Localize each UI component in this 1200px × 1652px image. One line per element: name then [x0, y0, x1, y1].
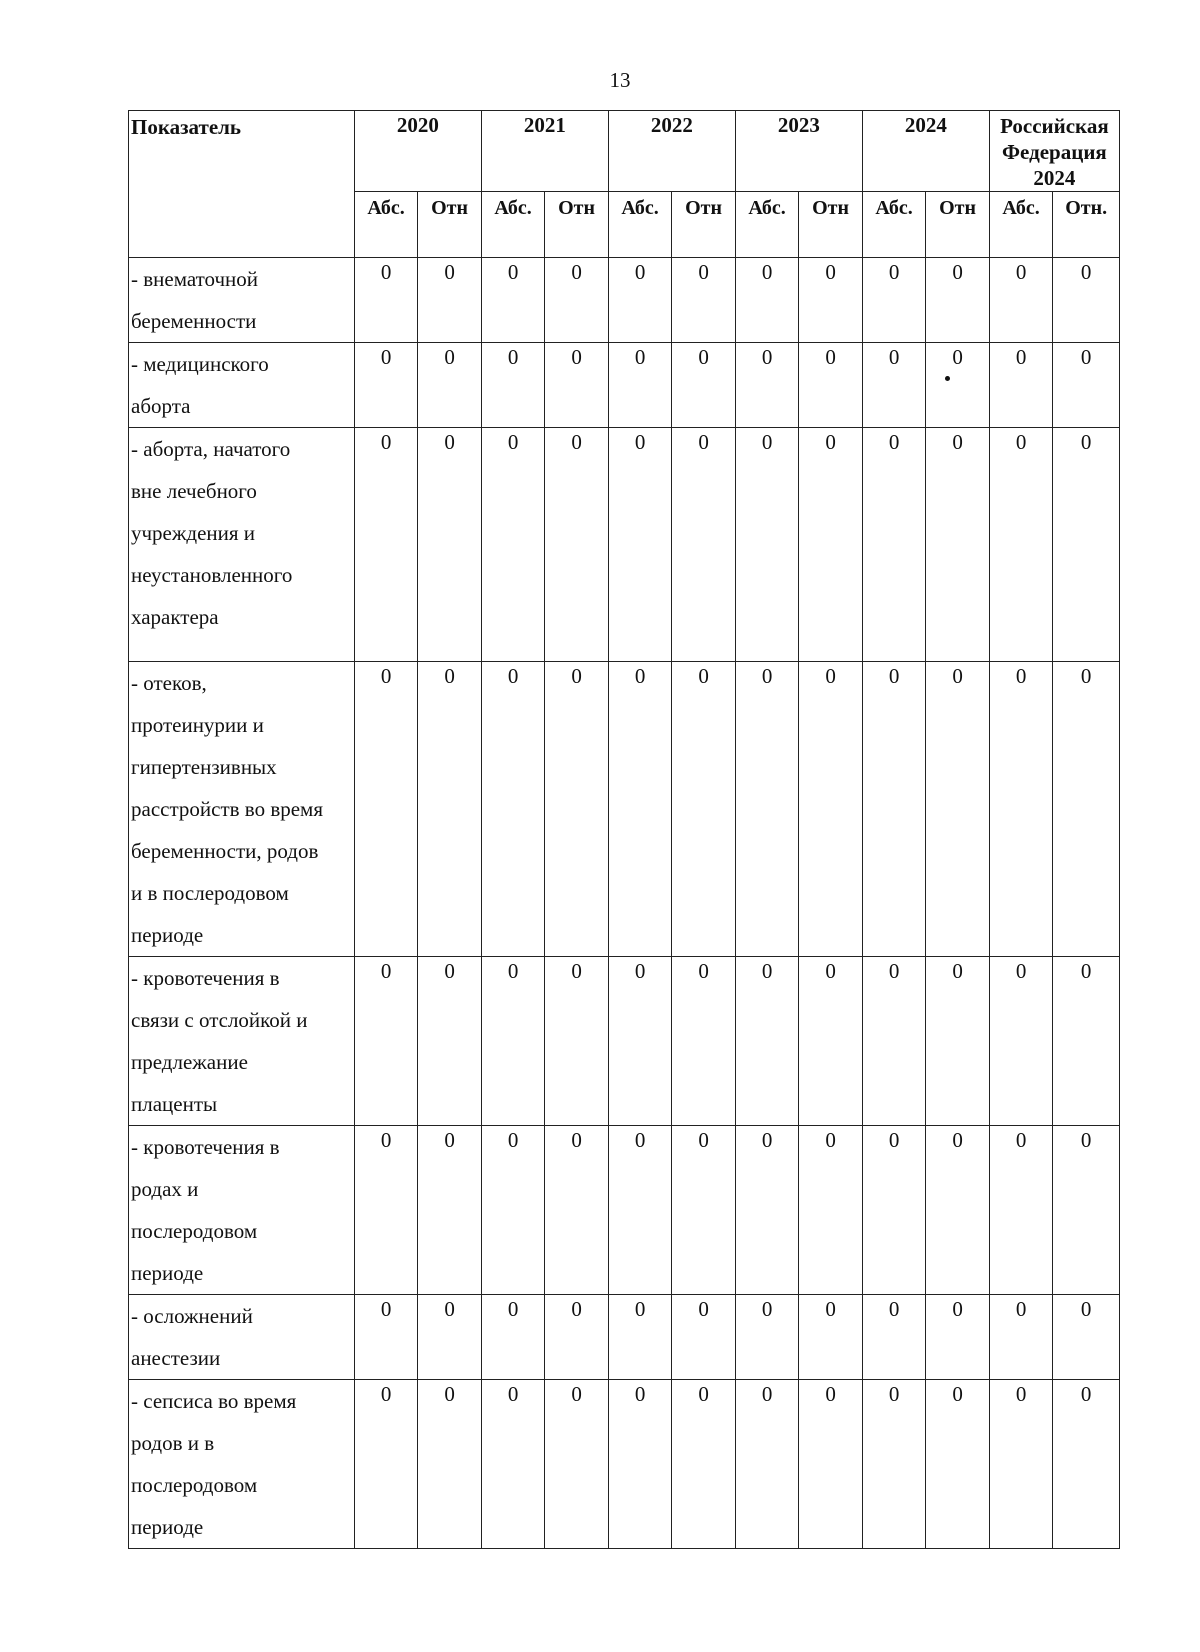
header-row-years [129, 111, 1120, 192]
cell-value: 0 [952, 664, 963, 688]
subheader-abs: Абс. [481, 192, 545, 258]
cell-value: 0 [825, 1128, 836, 1152]
rel-value-cell [1053, 428, 1120, 662]
rel-value-cell [926, 957, 990, 1126]
rel-value-cell [672, 258, 736, 343]
cell-value: 0 [761, 1297, 773, 1321]
cell-value: 0 [1080, 260, 1092, 284]
indicator-label [129, 1295, 355, 1380]
abs-value-cell [354, 1380, 418, 1549]
cell-value: 0 [380, 260, 392, 284]
abs-value-cell [608, 957, 672, 1126]
abs-value-cell [608, 1126, 672, 1295]
abs-value-cell [862, 258, 926, 343]
cell-value: 0 [634, 430, 646, 454]
cell-value: 0 [1015, 1382, 1027, 1406]
rel-value-cell [799, 662, 863, 957]
cell-value: 0 [888, 1128, 900, 1152]
cell-value: 0 [634, 260, 646, 284]
abs-value-cell [862, 428, 926, 662]
rel-value-cell [1053, 957, 1120, 1126]
cell-value: 0 [698, 959, 709, 983]
abs-value-cell [481, 957, 545, 1126]
cell-value: 0 [888, 1297, 900, 1321]
abs-value-cell [354, 343, 418, 428]
cell-value: 0 [380, 1297, 392, 1321]
table-row [129, 258, 1120, 343]
cell-value: 0 [1080, 1382, 1092, 1406]
cell-value: 0 [952, 959, 963, 983]
cell-value: 0 [761, 1382, 773, 1406]
cell-value: 0 [634, 959, 646, 983]
indicator-label-line: расстройств во время [131, 797, 324, 821]
abs-value-cell [354, 957, 418, 1126]
abs-value-cell [735, 343, 799, 428]
abs-value-cell [481, 1380, 545, 1549]
cell-value: 0 [1015, 260, 1027, 284]
abs-value-cell [608, 1380, 672, 1549]
indicator-label-line: - медицинского [131, 352, 269, 376]
rel-value-cell [799, 343, 863, 428]
indicators-table [128, 110, 1120, 1549]
indicator-label [129, 662, 355, 957]
abs-value-cell [862, 1126, 926, 1295]
rel-value-cell [418, 662, 482, 957]
rel-value-cell [418, 1126, 482, 1295]
cell-value: 0 [698, 430, 709, 454]
cell-value: 0 [380, 1382, 392, 1406]
cell-value: 0 [507, 430, 519, 454]
abs-value-cell [608, 1295, 672, 1380]
cell-value: 0 [507, 959, 519, 983]
rel-value-cell [1053, 1380, 1120, 1549]
indicator-label-line: послеродовом [131, 1219, 258, 1243]
cell-value: 0 [507, 260, 519, 284]
indicator-label-line: аборта [131, 394, 191, 418]
table-row [129, 1126, 1120, 1295]
rel-value-cell [1053, 1295, 1120, 1380]
cell-value: 0 [825, 959, 836, 983]
rel-value-cell [799, 428, 863, 662]
indicator-label [129, 258, 355, 343]
abs-value-cell [735, 428, 799, 662]
indicator-label [129, 1126, 355, 1295]
table-row [129, 428, 1120, 662]
subheader-rel: Отн [545, 192, 609, 258]
rel-value-cell [926, 428, 990, 662]
cell-value: 0 [1015, 664, 1027, 688]
indicator-label-line: анестезии [131, 1346, 221, 1370]
abs-value-cell [354, 258, 418, 343]
rel-value-cell [926, 343, 990, 428]
abs-value-cell [481, 343, 545, 428]
indicator-label-line: неустановленного [131, 563, 293, 587]
indicator-label-line: и в послеродовом [131, 881, 289, 905]
cell-value: 0 [380, 959, 392, 983]
rel-value-cell [672, 662, 736, 957]
cell-value: 0 [1015, 430, 1027, 454]
cell-value: 0 [1015, 959, 1027, 983]
cell-value: 0 [825, 260, 836, 284]
cell-value: 0 [380, 1128, 392, 1152]
indicator-label-line: предлежание [131, 1050, 248, 1074]
abs-value-cell [481, 662, 545, 957]
cell-value: 0 [1015, 345, 1027, 369]
cell-value: 0 [634, 1128, 646, 1152]
indicator-label-line: периоде [131, 1261, 204, 1285]
cell-value: 0 [1080, 664, 1092, 688]
subheader-rel: Отн [926, 192, 990, 258]
rel-value-cell [545, 1295, 609, 1380]
indicator-column-header: Показатель [129, 111, 355, 258]
subheader-abs: Абс. [862, 192, 926, 258]
indicator-label [129, 428, 355, 662]
table-row [129, 1380, 1120, 1549]
cell-value: 0 [952, 345, 963, 369]
cell-value: 0 [888, 430, 900, 454]
rel-value-cell [1053, 1126, 1120, 1295]
abs-value-cell [481, 1295, 545, 1380]
subheader-abs: Абс. [354, 192, 418, 258]
abs-value-cell [481, 428, 545, 662]
abs-value-cell [989, 428, 1053, 662]
cell-value: 0 [1080, 430, 1092, 454]
rel-value-cell [418, 343, 482, 428]
cell-value: 0 [507, 1128, 519, 1152]
abs-value-cell [735, 662, 799, 957]
cell-value: 0 [952, 1382, 963, 1406]
rf-header-line: 2024 [1033, 166, 1076, 190]
subheader-rel: Отн [799, 192, 863, 258]
cell-value: 0 [444, 664, 455, 688]
cell-value: 0 [952, 260, 963, 284]
abs-value-cell [481, 1126, 545, 1295]
cell-value: 0 [698, 1297, 709, 1321]
abs-value-cell [735, 1295, 799, 1380]
indicator-label [129, 343, 355, 428]
cell-value: 0 [761, 430, 773, 454]
abs-value-cell [989, 258, 1053, 343]
abs-value-cell [989, 343, 1053, 428]
cell-value: 0 [571, 260, 582, 284]
subheader-abs: Абс. [735, 192, 799, 258]
cell-value: 0 [444, 260, 455, 284]
indicator-label-line: периоде [131, 1515, 204, 1539]
cell-value: 0 [571, 959, 582, 983]
cell-value: 0 [1080, 345, 1092, 369]
year-header-2021: 2021 [481, 111, 608, 192]
cell-value: 0 [952, 1297, 963, 1321]
rel-value-cell [799, 258, 863, 343]
cell-value: 0 [825, 345, 836, 369]
cell-value: 0 [952, 1128, 963, 1152]
cell-value: 0 [825, 430, 836, 454]
indicator-label-line: беременности [131, 309, 257, 333]
rel-value-cell [799, 957, 863, 1126]
indicator-label-line: гипертензивных [131, 755, 277, 779]
indicator-label-line: периоде [131, 923, 204, 947]
cell-value: 0 [380, 345, 392, 369]
cell-value: 0 [571, 345, 582, 369]
rel-value-cell [672, 1126, 736, 1295]
cell-value: 0 [380, 430, 392, 454]
rel-value-cell [672, 1380, 736, 1549]
cell-value: 0 [634, 664, 646, 688]
subheader-abs: Абс. [989, 192, 1053, 258]
table-row [129, 662, 1120, 957]
cell-value: 0 [698, 664, 709, 688]
indicator-label-line: родов и в [131, 1431, 215, 1455]
rel-value-cell [545, 428, 609, 662]
abs-value-cell [354, 428, 418, 662]
rel-value-cell [545, 957, 609, 1126]
cell-value: 0 [698, 260, 709, 284]
rel-value-cell [545, 662, 609, 957]
abs-value-cell [735, 1126, 799, 1295]
abs-value-cell [608, 662, 672, 957]
abs-value-cell [608, 343, 672, 428]
rel-value-cell [1053, 662, 1120, 957]
cell-value: 0 [1080, 1297, 1092, 1321]
abs-value-cell [481, 258, 545, 343]
indicator-label-line: - аборта, начатого [131, 437, 291, 461]
abs-value-cell [608, 428, 672, 662]
cell-value: 0 [825, 1382, 836, 1406]
rel-value-cell [1053, 343, 1120, 428]
cell-value: 0 [888, 345, 900, 369]
abs-value-cell [735, 957, 799, 1126]
rel-value-cell [672, 957, 736, 1126]
abs-value-cell [862, 662, 926, 957]
indicator-label-line: родах и [131, 1177, 199, 1201]
cell-value: 0 [507, 664, 519, 688]
cell-value: 0 [571, 430, 582, 454]
rel-value-cell [418, 428, 482, 662]
cell-value: 0 [444, 959, 455, 983]
cell-value: 0 [634, 1297, 646, 1321]
cell-value: 0 [761, 1128, 773, 1152]
cell-value: 0 [888, 260, 900, 284]
indicator-label-line: характера [131, 605, 219, 629]
rel-value-cell [418, 258, 482, 343]
rf-header-line: Российская [1000, 114, 1109, 138]
indicator-label-line: - кровотечения в [131, 1135, 280, 1159]
abs-value-cell [735, 1380, 799, 1549]
indicator-label-line: - сепсиса во время [131, 1389, 297, 1413]
cell-value: 0 [507, 1297, 519, 1321]
abs-value-cell [354, 1295, 418, 1380]
rel-value-cell [1053, 258, 1120, 343]
cell-value: 0 [888, 1382, 900, 1406]
subheader-rel: Отн [672, 192, 736, 258]
indicator-label-line: протеинурии и [131, 713, 264, 737]
cell-value: 0 [444, 345, 455, 369]
subheader-rel: Отн. [1053, 192, 1120, 258]
indicator-label-line: послеродовом [131, 1473, 258, 1497]
rel-value-cell [926, 1380, 990, 1549]
abs-value-cell [608, 258, 672, 343]
table-row [129, 343, 1120, 428]
year-header-2022: 2022 [608, 111, 735, 192]
cell-value: 0 [952, 430, 963, 454]
rel-value-cell [545, 1380, 609, 1549]
rf-header-line: Федерация [1002, 140, 1107, 164]
cell-value: 0 [761, 959, 773, 983]
year-header-2024: 2024 [862, 111, 989, 192]
rel-value-cell [418, 1380, 482, 1549]
cell-value: 0 [1080, 1128, 1092, 1152]
abs-value-cell [862, 343, 926, 428]
cell-value: 0 [698, 345, 709, 369]
table-body [129, 258, 1120, 1549]
indicator-label-line: - осложнений [131, 1304, 253, 1328]
indicator-label-line: плаценты [131, 1092, 218, 1116]
rel-value-cell [545, 343, 609, 428]
indicator-label [129, 1380, 355, 1549]
abs-value-cell [354, 1126, 418, 1295]
cell-value: 0 [444, 1297, 455, 1321]
indicator-label-line: беременности, родов [131, 839, 319, 863]
rel-value-cell [799, 1380, 863, 1549]
rf-header [989, 111, 1119, 192]
cell-value: 0 [444, 430, 455, 454]
table-row [129, 957, 1120, 1126]
indicator-label-line: - внематочной [131, 267, 259, 291]
rel-value-cell [545, 1126, 609, 1295]
cell-value: 0 [571, 1128, 582, 1152]
rel-value-cell [799, 1295, 863, 1380]
scan-mark [945, 376, 950, 381]
page-number: 13 [609, 68, 631, 92]
abs-value-cell [989, 662, 1053, 957]
cell-value: 0 [571, 1382, 582, 1406]
cell-value: 0 [825, 1297, 836, 1321]
year-header-2020: 2020 [354, 111, 481, 192]
rel-value-cell [672, 428, 736, 662]
cell-value: 0 [825, 664, 836, 688]
cell-value: 0 [1080, 959, 1092, 983]
rel-value-cell [926, 258, 990, 343]
cell-value: 0 [507, 345, 519, 369]
indicator-label-line: связи с отслойкой и [131, 1008, 308, 1032]
abs-value-cell [354, 662, 418, 957]
table-row [129, 1295, 1120, 1380]
cell-value: 0 [761, 260, 773, 284]
abs-value-cell [989, 1380, 1053, 1549]
indicator-label-line: - отеков, [131, 671, 207, 695]
cell-value: 0 [698, 1382, 709, 1406]
cell-value: 0 [380, 664, 392, 688]
rel-value-cell [926, 1295, 990, 1380]
cell-value: 0 [444, 1128, 455, 1152]
cell-value: 0 [571, 1297, 582, 1321]
cell-value: 0 [761, 345, 773, 369]
year-header-2023: 2023 [735, 111, 862, 192]
cell-value: 0 [888, 959, 900, 983]
abs-value-cell [735, 258, 799, 343]
cell-value: 0 [698, 1128, 709, 1152]
rel-value-cell [545, 258, 609, 343]
rel-value-cell [672, 343, 736, 428]
rel-value-cell [926, 1126, 990, 1295]
cell-value: 0 [507, 1382, 519, 1406]
abs-value-cell [862, 1380, 926, 1549]
indicator-label-line: учреждения и [131, 521, 256, 545]
abs-value-cell [989, 957, 1053, 1126]
cell-value: 0 [761, 664, 773, 688]
abs-value-cell [989, 1126, 1053, 1295]
cell-value: 0 [1015, 1128, 1027, 1152]
indicator-label [129, 957, 355, 1126]
abs-value-cell [989, 1295, 1053, 1380]
rel-value-cell [418, 957, 482, 1126]
rel-value-cell [672, 1295, 736, 1380]
cell-value: 0 [634, 1382, 646, 1406]
indicator-label-line: вне лечебного [131, 479, 257, 503]
cell-value: 0 [571, 664, 582, 688]
cell-value: 0 [1015, 1297, 1027, 1321]
subheader-rel: Отн [418, 192, 482, 258]
rel-value-cell [418, 1295, 482, 1380]
abs-value-cell [862, 957, 926, 1126]
cell-value: 0 [888, 664, 900, 688]
rel-value-cell [799, 1126, 863, 1295]
abs-value-cell [862, 1295, 926, 1380]
cell-value: 0 [444, 1382, 455, 1406]
subheader-abs: Абс. [608, 192, 672, 258]
rel-value-cell [926, 662, 990, 957]
cell-value: 0 [634, 345, 646, 369]
indicator-label-line: - кровотечения в [131, 966, 280, 990]
